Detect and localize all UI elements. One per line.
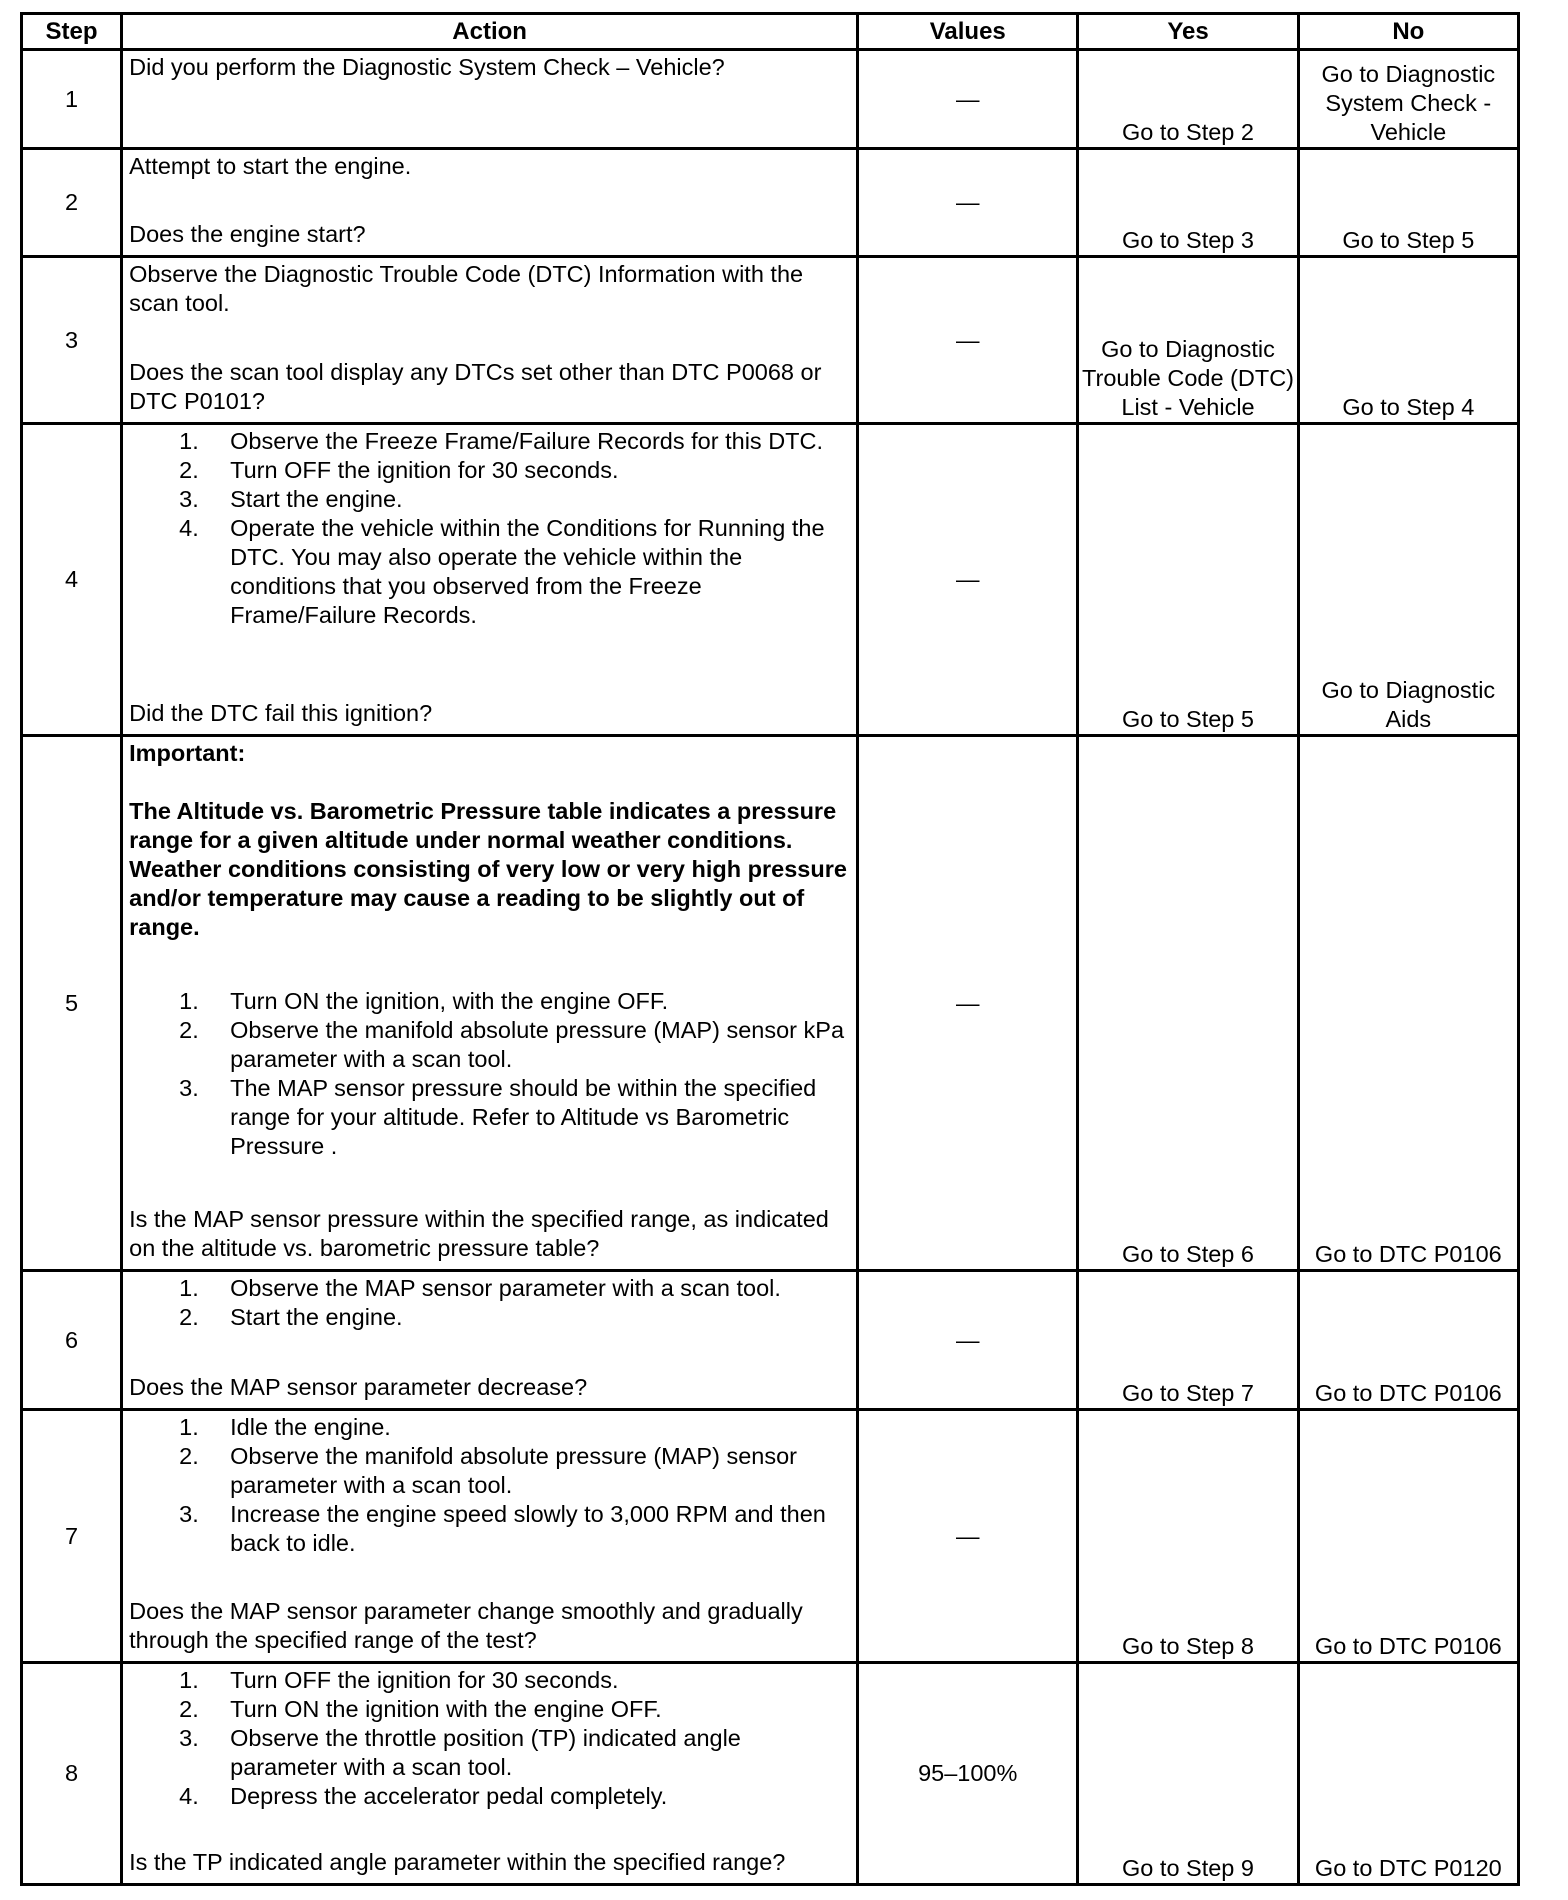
no-cell: Go to Diagnostic Aids — [1298, 424, 1518, 736]
no-cell: Go to DTC P0106 — [1298, 736, 1518, 1271]
table-row — [22, 50, 1519, 149]
table-row — [22, 257, 1519, 424]
list-item: 1. Turn OFF the ignition for 30 seconds. — [179, 1667, 619, 1693]
procedure-list — [129, 987, 850, 1161]
table-row — [22, 736, 1519, 1271]
list-item: 1. Idle the engine. — [179, 1414, 391, 1440]
values-cell: — — [858, 424, 1078, 736]
procedure-list — [129, 427, 850, 630]
list-item: 4. Depress the accelerator pedal completely. — [179, 1783, 668, 1809]
step-number: 5 — [22, 736, 122, 1271]
action-cell — [122, 50, 858, 149]
values-cell: — — [858, 1271, 1078, 1410]
yes-cell: Go to Step 5 — [1078, 424, 1298, 736]
action-question: Does the MAP sensor parameter decrease? — [129, 1374, 588, 1400]
list-item: 2. Turn ON the ignition with the engine OFF. — [179, 1696, 662, 1722]
yes-cell: Go to Step 2 — [1078, 50, 1298, 149]
list-item: 2. Start the engine. — [179, 1304, 403, 1330]
list-item: 4. Operate the vehicle within the Conditions for Running the DTC. You may also operate the vehicle within the conditions that you observed from the Freeze Frame/Failure Records. — [179, 515, 825, 628]
no-cell: Go to Step 5 — [1298, 149, 1518, 257]
important-note: The Altitude vs. Barometric Pressure table indicates a pressure range for a given altitude under normal weather conditions. Weather conditions consisting of very low or very high pressure and/or temperature may cause a reading to be slightly out of range. — [129, 798, 847, 940]
yes-cell: Go to Step 3 — [1078, 149, 1298, 257]
list-item: 2. Turn OFF the ignition for 30 seconds. — [179, 457, 619, 483]
list-item: 1. Turn ON the ignition, with the engine OFF. — [179, 987, 669, 1014]
list-item: 3. Start the engine. — [179, 486, 403, 512]
yes-cell: Go to Step 7 — [1078, 1271, 1298, 1410]
table-row — [22, 1271, 1519, 1410]
no-cell: Go to Diagnostic System Check - Vehicle — [1298, 50, 1518, 149]
step-number: 1 — [22, 50, 122, 149]
values-cell: — — [858, 736, 1078, 1271]
list-item: 1. Observe the MAP sensor parameter with a scan tool. — [179, 1275, 781, 1301]
action-intro: Did you perform the Diagnostic System Check – Vehicle? — [129, 54, 725, 80]
procedure-list — [129, 1274, 850, 1332]
procedure-list — [129, 1666, 850, 1811]
step-number: 3 — [22, 257, 122, 424]
diagnostic-table — [20, 12, 1520, 1886]
action-question: Does the MAP sensor parameter change smoothly and gradually through the specified range of the test? — [129, 1598, 803, 1653]
values-cell: — — [858, 1410, 1078, 1663]
list-item: 2. Observe the manifold absolute pressure (MAP) sensor parameter with a scan tool. — [179, 1443, 797, 1498]
action-cell — [122, 149, 858, 257]
header-no: No — [1298, 14, 1518, 50]
table-row — [22, 1410, 1519, 1663]
yes-cell: Go to Diagnostic Trouble Code (DTC) List - Vehicle — [1078, 257, 1298, 424]
list-item: 3. The MAP sensor pressure should be within the specified range for your altitude. Refer to Altitude vs Barometric Pressure . — [179, 1074, 817, 1159]
no-cell: Go to DTC P0106 — [1298, 1271, 1518, 1410]
action-cell — [122, 1271, 858, 1410]
no-cell: Go to DTC P0120 — [1298, 1663, 1518, 1885]
yes-cell: Go to Step 6 — [1078, 736, 1298, 1271]
procedure-list — [129, 1413, 850, 1558]
important-label: Important: — [129, 740, 246, 766]
no-cell: Go to DTC P0106 — [1298, 1410, 1518, 1663]
action-intro: Observe the Diagnostic Trouble Code (DTC) Information with the scan tool. — [129, 261, 804, 316]
header-row — [22, 14, 1519, 50]
header-action: Action — [122, 14, 858, 50]
list-item: 3. Observe the throttle position (TP) indicated angle parameter with a scan tool. — [179, 1725, 741, 1780]
action-question: Does the engine start? — [129, 221, 366, 247]
values-cell: 95–100% — [858, 1663, 1078, 1885]
list-item: 2. Observe the manifold absolute pressure (MAP) sensor kPa parameter with a scan tool. — [179, 1016, 845, 1072]
action-cell — [122, 736, 858, 1271]
header-step: Step — [22, 14, 122, 50]
action-cell — [122, 424, 858, 736]
step-number: 4 — [22, 424, 122, 736]
table-row — [22, 424, 1519, 736]
step-number: 6 — [22, 1271, 122, 1410]
list-item: 1. Observe the Freeze Frame/Failure Records for this DTC. — [179, 428, 824, 454]
list-item: 3. Increase the engine speed slowly to 3,000 RPM and then back to idle. — [179, 1501, 826, 1556]
yes-cell: Go to Step 9 — [1078, 1663, 1298, 1885]
table-row — [22, 1663, 1519, 1885]
no-cell: Go to Step 4 — [1298, 257, 1518, 424]
action-question: Is the MAP sensor pressure within the specified range, as indicated on the altitude vs. barometric pressure table? — [129, 1206, 829, 1261]
action-cell — [122, 1410, 858, 1663]
values-cell: — — [858, 149, 1078, 257]
step-number: 2 — [22, 149, 122, 257]
header-yes: Yes — [1078, 14, 1298, 50]
action-question: Did the DTC fail this ignition? — [129, 700, 433, 726]
action-question: Does the scan tool display any DTCs set other than DTC P0068 or DTC P0101? — [129, 359, 822, 414]
values-cell: — — [858, 257, 1078, 424]
header-values: Values — [858, 14, 1078, 50]
values-cell: — — [858, 50, 1078, 149]
step-number: 7 — [22, 1410, 122, 1663]
table-row — [22, 149, 1519, 257]
action-question: Is the TP indicated angle parameter within the specified range? — [129, 1849, 786, 1875]
action-cell — [122, 1663, 858, 1885]
step-number: 8 — [22, 1663, 122, 1885]
yes-cell: Go to Step 8 — [1078, 1410, 1298, 1663]
action-intro: Attempt to start the engine. — [129, 153, 412, 179]
action-cell — [122, 257, 858, 424]
